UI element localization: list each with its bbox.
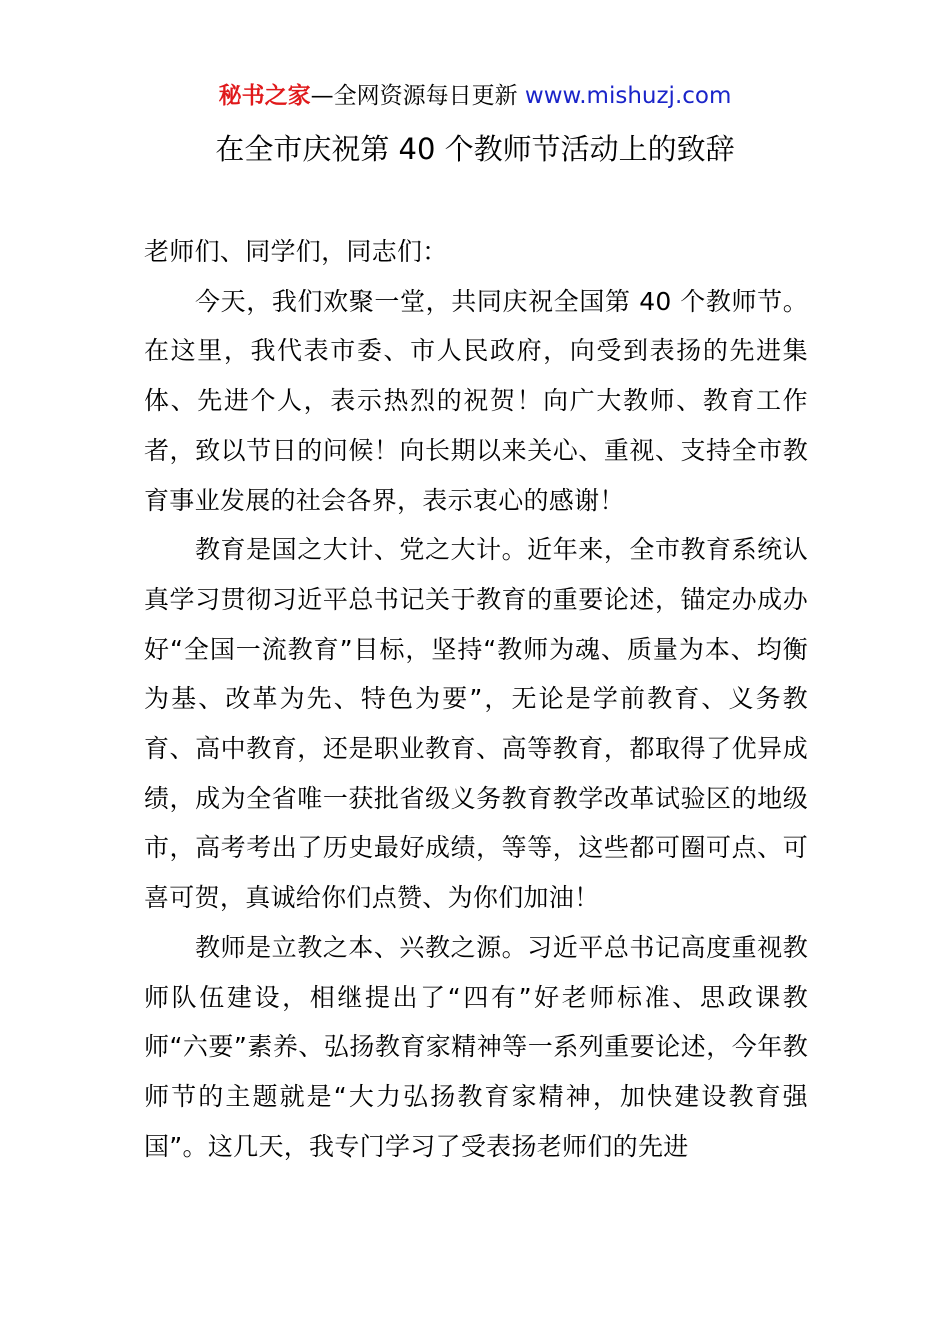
- document-body: [144, 227, 808, 1171]
- paragraph-1: 今天，我们欢聚一堂，共同庆祝全国第 40 个教师节。在这里，我代表市委、市人民政府，向受到表扬的先进集体、先进个人，表示热烈的祝贺！向广大教师、教育工作者，致以节日的问候！向长期以来关心、重视、支持全市教育事业发展的社会各界，表示衷心的感谢！: [144, 286, 808, 515]
- brand-name: 秘书之家: [218, 83, 311, 109]
- site-header: [0, 80, 950, 112]
- document-title: 在全市庆祝第 40 个教师节活动上的致辞: [215, 132, 735, 166]
- paragraph-3: 教师是立教之本、兴教之源。习近平总书记高度重视教师队伍建设，相继提出了“四有”好老师标准、思政课教师“六要”素养、弘扬教育家精神等一系列重要论述，今年教师节的主题就是“大力弘扬教育家精神，加快建设教育强国”。这几天，我专门学习了受表扬老师们的先进: [144, 932, 808, 1161]
- paragraph-2: 教育是国之大计、党之大计。近年来，全市教育系统认真学习贯彻习近平总书记关于教育的重要论述，锚定办成办好“全国一流教育”目标，坚持“教师为魂、质量为本、均衡为基、改革为先、特色为要”，无论是学前教育、义务教育、高中教育，还是职业教育、高等教育，都取得了优异成绩，成为全省唯一获批省级义务教育教学改革试验区的地级市，高考考出了历史最好成绩，等等，这些都可圈可点、可喜可贺，真诚给你们点赞、为你们加油！: [144, 535, 808, 913]
- site-url-link[interactable]: www.mishuzj.com: [524, 83, 732, 109]
- header-tagline: —全网资源每日更新: [310, 83, 525, 109]
- salutation: 老师们、同学们，同志们：: [144, 237, 448, 266]
